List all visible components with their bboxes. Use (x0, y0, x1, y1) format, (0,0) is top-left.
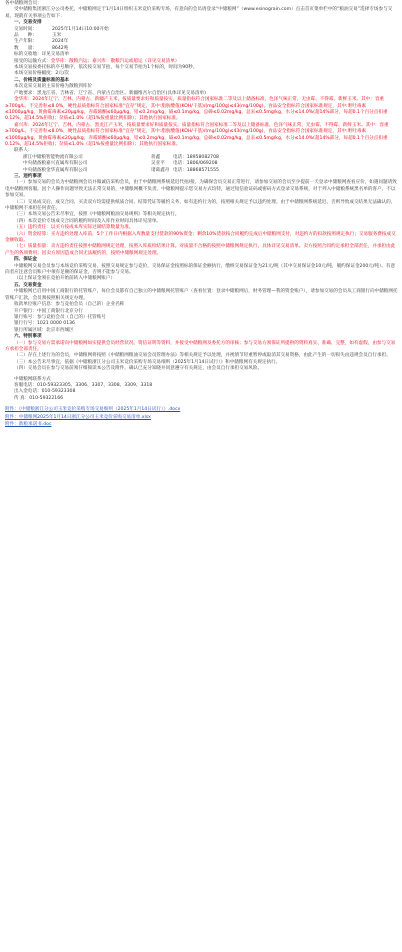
party-company: 中央储备粮金华直属库有限公司 (23, 167, 88, 173)
breach-paragraph: （一）参加交易的会员为中储粮网会员并做诚信采购会员，由于中储粮网系统延迟代拍/接，为确保会员交易正常进行，请参加交易的会员至少提前一天登录中储粮网查看应价，如遇问题请致电中储粮网客服。因个人操作问题导致无法正常交易的，中储粮网概不负责。中储粮网提示您交易方式均特，通过短信验证码或密码方式登录交易系统，对于列入中储粮系统黑名单的客户，不以参加交易。 (5, 180, 397, 199)
party-phone: 电话：18958082708 (173, 154, 219, 160)
trade-time-key: 交易时间： (14, 26, 37, 32)
attachment-link-list[interactable]: 附件：中储粮网2025年1月14日浙江分公司玉米竞价采购交易清单.xlsx (5, 414, 151, 420)
section-heading-arrangement: 一、交易安排 (14, 20, 42, 26)
party-phone: 电话：1806/069208 (173, 161, 218, 167)
party-contact: 吴亚平 (151, 161, 165, 167)
section-heading-deposit: 四、保证金 (14, 257, 37, 263)
bank-region: 银行所属区域：北京市西城区 (14, 327, 74, 333)
attachment-link-rules[interactable]: 附件：《中储粮浙江分公司玉米竞价采购专场交易细则（2025年1月14日试行）》.docx (5, 407, 181, 413)
bank-account: 银行账号：参与竞拍会员（自己的）托管账号 (14, 314, 106, 320)
announcement-document (0, 0, 402, 428)
origin-requirement: 产地要求：黑龙江省、吉林省、辽宁省、内蒙古自治区、新疆维吾尔自治区(具体详见交易清单) (14, 90, 206, 96)
section-heading-funds: 五、交易资金 (14, 282, 42, 288)
item-value: 玉米 (52, 33, 62, 39)
section-heading-special: 六、特别事项 (14, 334, 42, 340)
delivery-place-value: 详见交易清单 (41, 52, 70, 58)
jinhua-quality-requirement: 金华库：2024年辽宁、吉林、内蒙古、新疆产玉米，按质量要求好和质量按实。质量指标符合国家标准二等及以上储备标准，色泽气味正常，无虫霉、不得霉、新鲜玉米。其中：容重≥700g/L，不完善粒≤8.0%，硬性品质指标符合国家标准“宜存”规定，其中:脂肪酸值(KOH/干基)/(mg/100g)≤43(mg/100g)，食品安全指标符合国家标准规定，其中:呕吐毒素≤1000μg/kg，黄曲霉毒素≤20μg/kg，赤霉烯酮≤60μg/kg，铅≤0.2mg/kg，镉≤0.1mg/kg，总砷≤0.02mg/kg，总汞≤0.5mg/kg，水分≤14.0%(超14%部分，每超0.1个百分点扣重0.12%，超14.5%拒收)；杂质≤1.0%（超1%按重量比例扣除）；其他执行国家标准。 (5, 97, 388, 122)
funds-paragraph: 中储粮网已启用中国工商银行的托管账户，每位会员都有自己独立的中储粮网托管账户（查看位置：登录中储粮网后，财务管理—我的资金账户），请参加交易的会员从工商银行向中储粮网托管账户汇款，会员须按照相关规定办理。 (5, 289, 398, 301)
section-heading-breach: 三、违约事项 (14, 173, 42, 179)
bank-code: 银行行号：1021 0000 0136 (14, 321, 75, 327)
party-company: 浙江中储粮智能物流有限公司 (23, 154, 83, 160)
jiaxing-quality-requirement: 嘉兴库：2024年辽宁、吉林、内蒙古、黑龙江产玉米，按质量要求好和质量按实。质量指标符合国家标准二等及以上储备标准，色泽气味正常，无虫霉、不得霉、新鲜玉米。其中：容重≥700g/L，不完善粒≤8.0%，硬性品质指标符合国家标准“宜存”规定，其中:脂肪酸值(KOH/干基)/(mg/100g)≤43(mg/100g)，食品安全指标符合国家标准规定，其中:呕吐毒素≤1000μg/kg，黄曲霉毒素≤20μg/kg，赤霉烯酮≤60μg/kg，铅≤0.2mg/kg，镉≤0.1mg/kg，总砷≤0.02mg/kg，总汞≤0.5mg/kg，水分≤14.0%(超14%部分，每超0.1个百分点扣重0.12%，超14.5%拒收)；杂质≤1.0%（超1%按重量比例扣除）；其他执行国家标准。 (5, 122, 389, 147)
attachment-row (5, 407, 398, 413)
breach-paragraph: （六）资金结算：买方违约处理入库前，5个工作日内根据入库数量支付货款的90%资金；剩余10%货款按合同履约完成后中储粮网支付，对违约方的扣款按照规定执行；交易服务费按成交金额收取。 (5, 231, 396, 244)
bid-step-note: 本场交易价格幅度：2元/次 (14, 71, 70, 77)
quantity-key: 数 量： (14, 45, 37, 51)
attachment-row (5, 422, 398, 428)
party-phone: 电话：18868571555 (173, 167, 219, 173)
transport-key: 接受的运输方式： (14, 58, 51, 64)
deposit-note: （以上保证金须在竞拍开始前转入中储粮网账户） (14, 276, 116, 282)
delivery-place-key: 标的交收地： (14, 52, 42, 58)
party-contact: 诸葛鑫舟 (151, 167, 170, 173)
contact-heading: 中储粮网联系方式 (14, 376, 51, 382)
deposit-paragraph: 中储粮网交易会员参与本场竞价采购交易，按照交易规定参与竞价，交易保证金按照标的保证金额执行，缴纳交易保证金为21元/吨（其中交易保证金10元/吨，履约保证金200元/吨）。有意向者应注意会员账户中须有足额的保证金，否则不能参与交易。 (5, 263, 396, 276)
special-paragraph: （三）本公告未尽事宜，依据《中储粮浙江分公司玉米竞价采购专场交易细则（2025年1月14日试行）》和中储粮网有关规定执行。 (14, 359, 281, 365)
party-contact: 蒋鑫 (151, 154, 161, 160)
service-phone: 客服电话：010-59323305、3306、3307、3308、3309、3318 (14, 382, 153, 388)
breach-paragraph: （二）交易成交后，成交合同、买卖双方均需提供纸质合同、结算凭证等履约义务，如有违约行为的，按照相关规定予以违约处理。由于中储粮网系统延迟、否则导致成交结果无法确认的，中储粮网不承担任何责任。 (5, 199, 396, 211)
breach-paragraph: （三）本场交易公告未尽事宜，按照《中储粮网粮油交易规则》等相关规定执行。 (14, 212, 180, 218)
schedule-note: 本场交易按委托标的序号顺序，依次按交易节拍，每个交易节拍为1个标的，时间为90秒。 (14, 65, 198, 71)
special-paragraph: （二）存在上述行为的会员，中储粮网将按照《中储粮网粮油交易会员管理办法》等相关规定予以处理，并视情节轻重暂停或取消其交易资格，由此产生的一切损失由违规会员自行承担。 (14, 353, 391, 359)
fax-number: 传 真：010-59322166 (14, 395, 64, 401)
special-paragraph: （一）参与交易方需承诺向中储粮网如实提供会员经营状况、资信证明等资料，并接受中储粮网及委托方的审核；参与交易方须保证所提供的资料真实、准确、完整，如有虚假，由参与交易方承担全部责任。 (5, 340, 396, 352)
breach-paragraph: （七）质量扣量：卖方违约责任按照中储粮网规定处理，按照入库质检结果计算。对质量不合格的按照中储粮网规定执行，具体详见交易清单。卖方按照合同约定承担全部责任，并承担由此产生的各项费用；因卖方原因造成合同无法履约的，按照中储粮网规定处理。 (5, 244, 396, 256)
breach-paragraph: （五）违约责任：以买方按成本库实际过磅结算数量为准。 (14, 225, 134, 231)
attachment-row (5, 415, 398, 421)
transport-value: 金华库：散粮汽运；嘉兴库：散粮汽运或船运（详见交易清单） (50, 58, 180, 64)
section-heading-quality: 二、价格及质量标准的基本 (14, 77, 70, 83)
breach-paragraph: （四）本次竞价专场成交合同的履约时间及入库作业时间具体详见清单。 (14, 218, 162, 224)
bank-name: 开户银行：中国工商银行北京分行 (14, 308, 83, 314)
attachment-link-pledge[interactable]: 附件：新粮承诺书.doc (5, 422, 52, 427)
price-basis: 本次竞采交易的主采价格为散粮到库价 (14, 84, 93, 90)
salutation: 各中储粮网会员： (5, 1, 42, 6)
fund-phone: 出入金电话：010-59323308 (14, 389, 76, 395)
party-company: 中央储备粮嘉兴直属库有限公司 (23, 161, 88, 167)
intro-paragraph: 受中储粮集团浙江分公司委托，中储粮网定于1月14日组织玉米竞价采购专场，有意向的会员请登录“中储粮网”（www.esinograin.com）点击首页菜单栏中的“粮油交易”选择专场参与交易。现就有关事项公告如下： (5, 7, 393, 19)
year-key: 生产年限： (14, 39, 37, 45)
special-paragraph: （四）交易会员在参与交易前须仔细阅读本公告及附件，确认已充分知晓并同意遵守有关规定，由会员自行承担交易风险。 (14, 366, 263, 372)
bank-info-heading: 收款单位账户信息：参与竞拍会员（自己的）企业名称 (14, 302, 125, 308)
contact-person-heading: 联系人： (14, 148, 33, 154)
year-value: 2024年 (52, 39, 69, 45)
trade-time-value: 2025年1月14日10:00开始 (52, 26, 109, 32)
item-key: 品 种： (14, 33, 37, 39)
quantity-value: 8642吨 (52, 45, 69, 51)
